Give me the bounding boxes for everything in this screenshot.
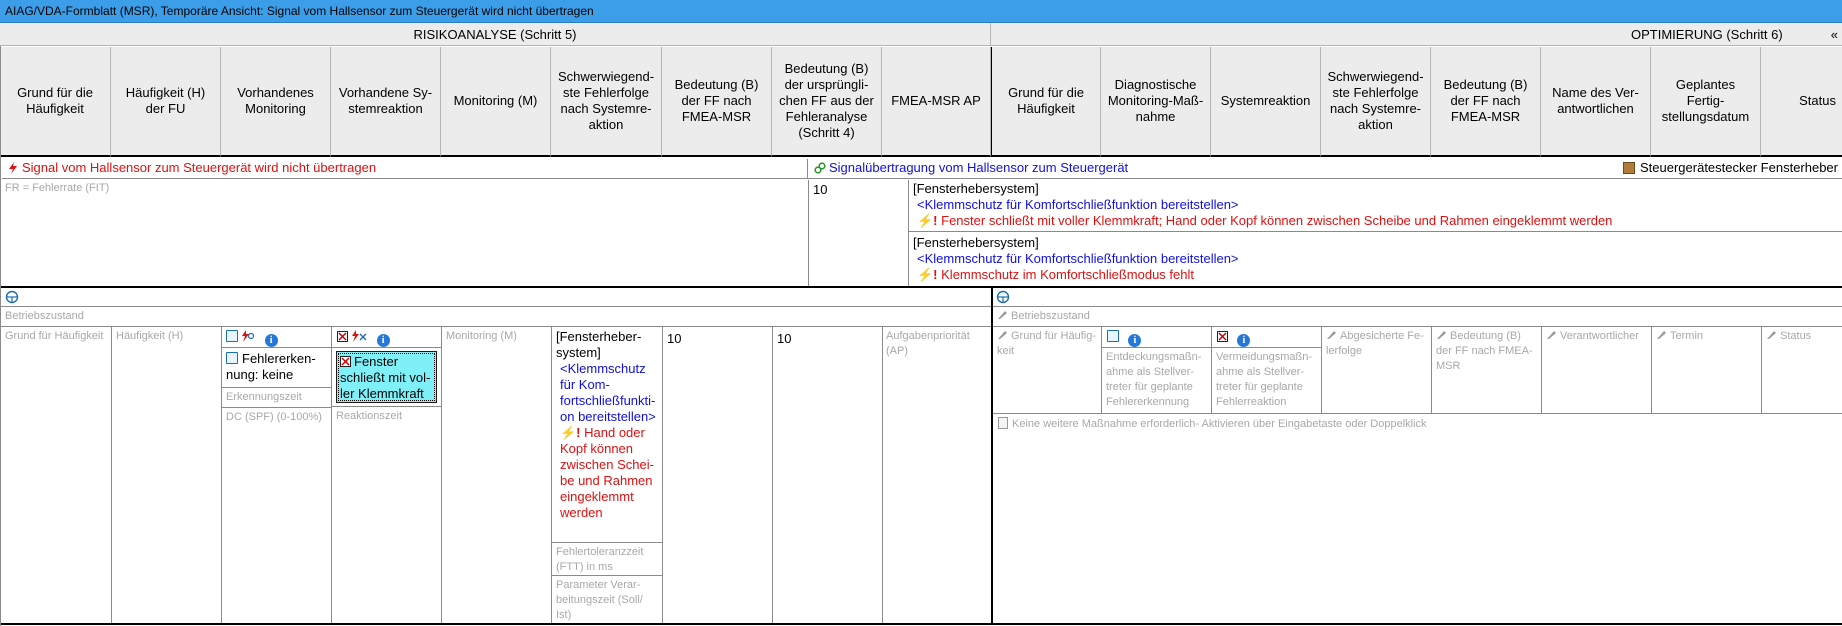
effect-warning-icon: ⚡! <box>917 213 938 228</box>
function-text: Signalübertragung vom Hallsensor zum Steuergerät <box>829 160 1129 175</box>
close-box-icon[interactable] <box>1217 331 1228 342</box>
close-box-icon[interactable] <box>337 331 348 342</box>
header-status[interactable]: Status <box>1761 47 1842 157</box>
effect-warning-icon: ⚡! <box>917 267 938 282</box>
failure-mode-cell[interactable] <box>2 159 808 179</box>
effect-1-system: [Fensterhebersystem] <box>913 181 1039 196</box>
bedeutung-ff-value[interactable]: 10 <box>667 331 682 346</box>
entdeckungsmassnahme[interactable]: Entdeckungsmaßnahme als Stellvertreter für geplante Fehlererkennung <box>1106 351 1202 408</box>
header-fehlerfolge[interactable]: Schwerwiegendste Fehlerfolge nach Systemreaktion <box>551 47 662 157</box>
info-icon[interactable]: i <box>265 334 278 347</box>
close-box-icon <box>340 356 351 367</box>
monitoring-left[interactable]: Monitoring (M) <box>446 330 517 342</box>
reaction-cell-selected[interactable]: Fenster schließt mit voller Klemmkraft <box>336 351 437 403</box>
magnifier-icon[interactable] <box>1107 330 1119 342</box>
pencil-icon <box>1656 329 1667 340</box>
effect-warning-icon: ⚡! <box>560 425 581 440</box>
lightning-icon <box>7 162 19 174</box>
window-title: AIAG/VDA-Formblatt (MSR), Temporäre Ansicht: Signal vom Hallsensor zum Steuergerät wird nicht übertragen <box>5 4 594 18</box>
failure-mode-text: Signal vom Hallsensor zum Steuergerät wird nicht übertragen <box>22 160 377 175</box>
info-icon[interactable]: i <box>1237 334 1250 347</box>
header-opt-fehlerfolge[interactable]: Schwerwiegendste Fehlerfolge nach Systemreaktion <box>1321 47 1431 157</box>
steering-wheel-icon[interactable] <box>5 290 19 307</box>
collapse-button[interactable]: « <box>1830 27 1838 42</box>
vermeidungsmassnahme[interactable]: Vermeidungsmaßnahme als Stellvertreter für geplante Fehlerreaktion <box>1216 351 1312 408</box>
window-title-bar <box>0 0 1842 23</box>
fehlerfolge-cell[interactable] <box>556 329 660 521</box>
header-opt-grund[interactable]: Grund für die Häufigkeit <box>991 47 1101 157</box>
header-fmea-msr-ap[interactable]: FMEA-MSR AP <box>882 47 991 157</box>
header-grund[interactable]: Grund für die Häufigkeit <box>0 47 111 157</box>
header-diagnostische-massnahme[interactable]: Diagnostische Monitoring-Maßnahme <box>1101 47 1211 157</box>
header-verantwortlicher[interactable]: Name des Verantwortlichen <box>1541 47 1651 157</box>
search-lightning-icon[interactable] <box>241 330 255 342</box>
pencil-icon <box>997 329 1008 340</box>
fmea-form <box>0 23 1842 621</box>
header-fertigstellungsdatum[interactable]: Geplantes Fertigstellungsdatum <box>1651 47 1761 157</box>
haeufigkeit-left[interactable]: Häufigkeit (H) <box>116 330 184 342</box>
document-icon <box>998 417 1008 429</box>
betriebszustand-right[interactable]: Betriebszustand <box>997 309 1090 324</box>
effect-2[interactable] <box>913 235 1842 283</box>
termin-right[interactable]: Termin <box>1656 329 1759 344</box>
header-bedeutung-urspruenglich[interactable]: Bedeutung (B) der ursprünglichen FF aus der Fehleranalyse (Schritt 4) <box>772 47 882 157</box>
dc-spf[interactable]: DC (SPF) (0-100%) <box>226 411 322 423</box>
header-bedeutung-ff[interactable]: Bedeutung (B) der FF nach FMEA-MSR <box>662 47 772 157</box>
effect-2-system: [Fensterhebersystem] <box>913 235 1039 250</box>
pencil-icon <box>1546 329 1557 340</box>
pencil-icon <box>1766 329 1777 340</box>
grund-right[interactable]: Grund für Häufigkeit <box>997 330 1096 357</box>
effect-2-function: <Klemmschutz für Komfortschließfunktion bereitstellen> <box>917 251 1239 266</box>
betriebszustand-left[interactable]: Betriebszustand <box>5 310 84 322</box>
info-icon[interactable]: i <box>1128 334 1141 347</box>
ftt[interactable]: Fehlertoleranzzeit (FTT) in ms <box>556 546 644 573</box>
header-systemreaktion[interactable]: Systemreaktion <box>1211 47 1321 157</box>
ff-effect: Hand oder Kopf können zwischen Scheibe und Rahmen eingeklemmt werden <box>560 425 654 520</box>
band-optimization: OPTIMIERUNG (Schritt 6) « <box>991 23 1842 46</box>
grund-left[interactable]: Grund für Häufigkeit <box>5 330 104 342</box>
header-vorhandenes-monitoring[interactable]: Vorhandenes Monitoring <box>221 47 331 157</box>
status-right[interactable]: Status <box>1766 329 1840 344</box>
reaktionszeit[interactable]: Reaktionszeit <box>336 410 403 422</box>
header-haeufigkeit[interactable]: Häufigkeit (H) der FU <box>111 47 221 157</box>
element-cell[interactable] <box>1623 159 1842 179</box>
severity-value[interactable]: 10 <box>813 182 828 197</box>
ff-system: [Fensterhebersystem] <box>556 329 642 360</box>
param-verarbeitungszeit[interactable]: Parameter Verarbeitungszeit (Soll/ Ist) <box>556 579 643 621</box>
bedeutung-right[interactable]: Bedeutung (B) der FF nach FMEA-MSR <box>1436 330 1533 372</box>
erkennungszeit[interactable]: Erkennungszeit <box>226 391 302 403</box>
magnifier-icon[interactable] <box>226 330 238 342</box>
aufgabenprioritaet[interactable]: Aufgabenpriorität (AP) <box>886 330 970 357</box>
ff-function: <Klemmschutz für Komfortschließfunktion bereitstellen> <box>560 361 656 424</box>
header-monitoring[interactable]: Monitoring (M) <box>441 47 551 157</box>
reaction-lightning-icon[interactable] <box>351 330 367 342</box>
pencil-icon <box>997 309 1008 320</box>
info-icon[interactable]: i <box>377 334 390 347</box>
verantwortlicher-right[interactable]: Verantwortlicher <box>1546 329 1649 344</box>
pencil-icon <box>1326 329 1337 340</box>
effect-1-function: <Klemmschutz für Komfortschließfunktion bereitstellen> <box>917 197 1239 212</box>
effect-1-text: Fenster schließt mit voller Klemmkraft; Hand oder Kopf können zwischen Scheibe und Rahmen eingeklemmt werden <box>941 213 1613 228</box>
link-icon <box>814 162 826 174</box>
abgesicherte-fehlerfolge[interactable]: Abgesicherte Felerfolge <box>1326 330 1424 357</box>
element-icon <box>1623 162 1635 174</box>
effect-1[interactable] <box>913 181 1842 229</box>
magnifier-icon <box>226 352 238 364</box>
element-text: Steuergerätestecker Fensterheber <box>1640 160 1838 175</box>
keine-massnahme-row[interactable]: Keine weitere Maßnahme erforderlich- Aktivieren über Eingabetaste oder Doppelklick <box>998 417 1427 432</box>
steering-wheel-icon[interactable] <box>996 290 1010 307</box>
function-cell[interactable] <box>808 159 1623 179</box>
pencil-icon <box>1436 329 1447 340</box>
fr-label: FR = Fehlerrate (FIT) <box>5 182 110 194</box>
fehlererkennung-cell[interactable]: Fehlererkennung: keine <box>226 351 316 382</box>
effect-2-text: Klemmschutz im Komfortschließmodus fehlt <box>941 267 1194 282</box>
bedeutung-urspruenglich-value[interactable]: 10 <box>777 331 792 346</box>
header-vorhandene-systemreaktion[interactable]: Vorhandene Systemreaktion <box>331 47 441 157</box>
header-opt-bedeutung[interactable]: Bedeutung (B) der FF nach FMEA-MSR <box>1431 47 1541 157</box>
band-risk: RISIKOANALYSE (Schritt 5) <box>0 23 991 46</box>
